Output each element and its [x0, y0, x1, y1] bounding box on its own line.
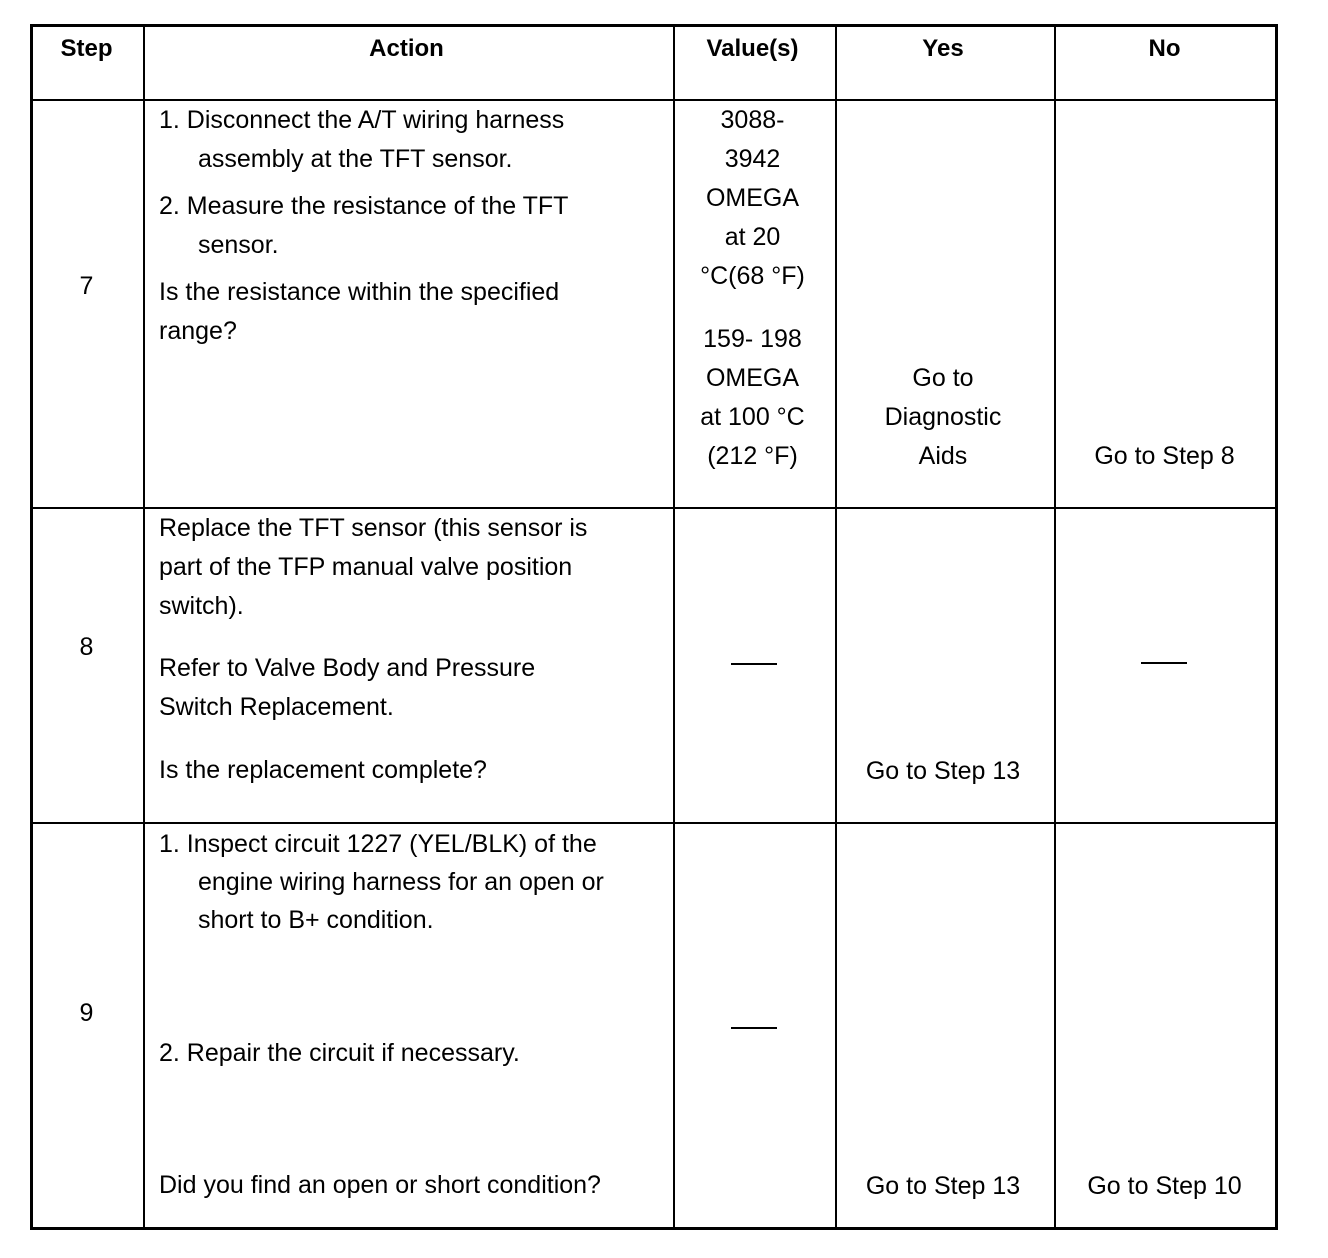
action-text: 2. Repair the circuit if necessary. — [159, 1039, 520, 1067]
header-action: Action — [369, 35, 444, 62]
action-text: Switch Replacement. — [159, 693, 394, 721]
action-question: Is the resistance within the specified — [159, 278, 560, 306]
yes-result: Go to Step 13 — [865, 1172, 1021, 1200]
action-question: range? — [159, 317, 237, 345]
value-text: 3088- — [720, 106, 785, 134]
step-number: 8 — [79, 633, 94, 661]
no-result: Go to Step 8 — [1094, 442, 1235, 470]
value-text: 3942 — [724, 145, 781, 173]
action-text: 1. Inspect circuit 1227 (YEL/BLK) of the — [159, 830, 597, 858]
action-text: 2. Measure the resistance of the TFT — [159, 192, 569, 220]
value-text: (212 °F) — [707, 442, 798, 470]
action-text: part of the TFP manual valve position — [159, 553, 573, 581]
step-number: 7 — [79, 272, 94, 300]
yes-result: Diagnostic — [884, 403, 1002, 431]
value-text: OMEGA — [705, 184, 800, 212]
action-text: short to B+ condition. — [198, 906, 434, 934]
step-number: 9 — [79, 999, 94, 1027]
value-text: at 20 — [724, 223, 781, 251]
column-divider — [835, 27, 837, 1227]
value-dash — [731, 1027, 777, 1029]
action-text: switch). — [159, 592, 244, 620]
action-text: assembly at the TFT sensor. — [198, 145, 513, 173]
column-divider — [1054, 27, 1056, 1227]
action-text: Refer to Valve Body and Pressure — [159, 654, 536, 682]
column-divider — [143, 27, 145, 1227]
action-text: engine wiring harness for an open or — [198, 868, 604, 896]
yes-result: Go to — [912, 364, 974, 392]
action-text: Replace the TFT sensor (this sensor is — [159, 514, 588, 542]
value-text: at 100 °C — [700, 403, 805, 431]
action-text: sensor. — [198, 231, 279, 259]
action-question: Is the replacement complete? — [159, 756, 487, 784]
value-text: °C(68 °F) — [700, 262, 805, 290]
yes-result: Go to Step 13 — [865, 757, 1021, 785]
value-text: OMEGA — [705, 364, 800, 392]
action-text: 1. Disconnect the A/T wiring harness — [159, 106, 565, 134]
row-divider — [33, 822, 1275, 824]
header-values: Value(s) — [706, 35, 799, 62]
header-step: Step — [60, 35, 113, 62]
header-no: No — [1148, 35, 1181, 62]
yes-result: Aids — [918, 442, 968, 470]
no-result: Go to Step 10 — [1087, 1172, 1242, 1200]
no-dash — [1141, 662, 1187, 664]
value-text: 159- 198 — [703, 325, 802, 353]
header-yes: Yes — [922, 35, 964, 62]
value-dash — [731, 663, 777, 665]
action-question: Did you find an open or short condition? — [159, 1171, 601, 1199]
